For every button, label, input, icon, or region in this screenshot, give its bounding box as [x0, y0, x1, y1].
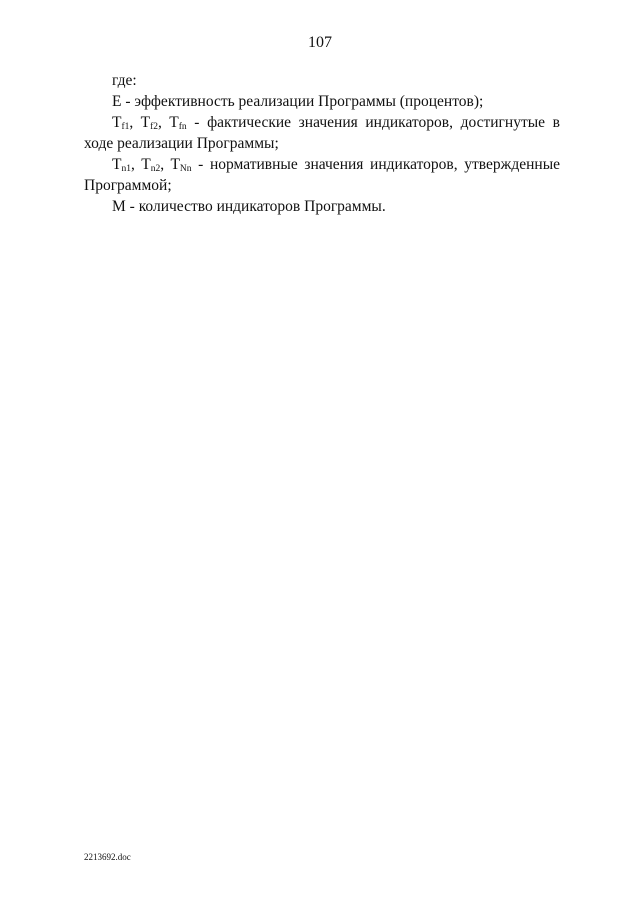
- tn-separator-1: ,: [130, 156, 142, 173]
- tn-subscript-1: n1: [121, 164, 131, 174]
- document-body: [84, 70, 560, 217]
- document-file-id: 2213692.doc: [84, 852, 131, 862]
- tn-symbol-n: T: [170, 156, 180, 173]
- tn-subscript-n: Nn: [179, 164, 192, 174]
- tf-separator-1: ,: [129, 114, 141, 131]
- tn-separator-2: ,: [160, 156, 171, 173]
- e-definition: E - эффективность реализации Программы (процентов);: [112, 93, 484, 110]
- tf-subscript-n: fn: [178, 122, 187, 132]
- tn-definition: [84, 154, 560, 196]
- tn-symbol-2: T: [141, 156, 151, 173]
- tn-subscript-2: n2: [150, 164, 161, 174]
- tn-description: - нормативные значения индикаторов, утвержденные Программой;: [84, 156, 560, 194]
- tf-description: - фактические значения индикаторов, достигнутые в ходе реализации Программы;: [84, 114, 560, 152]
- tn-symbol-1: T: [112, 156, 122, 173]
- tf-separator-2: ,: [158, 114, 170, 131]
- m-definition: M - количество индикаторов Программы.: [112, 198, 386, 215]
- tf-symbol-2: T: [140, 114, 151, 131]
- tf-subscript-2: f2: [150, 122, 159, 132]
- tf-symbol-n: T: [169, 114, 179, 131]
- tf-symbol-1: T: [112, 114, 122, 131]
- tf-definition: [84, 112, 560, 154]
- page-number: 107: [308, 34, 332, 51]
- tf-subscript-1: f1: [121, 122, 130, 132]
- where-label: где:: [112, 72, 137, 89]
